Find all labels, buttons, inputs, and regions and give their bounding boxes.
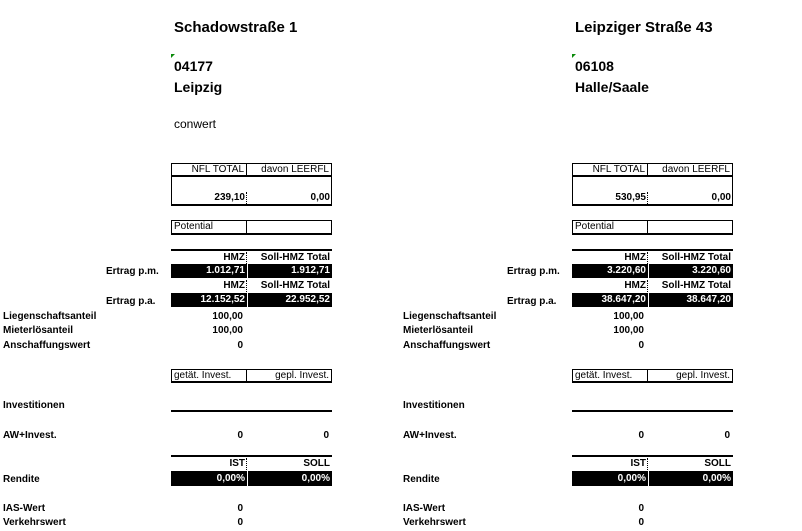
ertrag-pa-label: Ertrag p.a.	[106, 296, 156, 307]
ertrag-pm-label: Ertrag p.m.	[507, 266, 560, 277]
soll-header: SOLL	[246, 458, 332, 470]
ertrag-pa-hmz[interactable]: 38.647,20	[572, 293, 648, 307]
anschaffungswert-label: Anschaffungswert	[3, 340, 91, 351]
hmz-header: HMZ	[624, 280, 646, 291]
getaet-invest-header: getät. Invest.	[572, 369, 648, 383]
ist-header: IST	[630, 458, 646, 469]
postal-code: 06108	[575, 58, 614, 74]
investitionen-input-line	[572, 410, 733, 412]
table-border	[171, 455, 332, 457]
ias-wert-value[interactable]: 0	[638, 503, 644, 514]
nfl-total-header: NFL TOTAL	[171, 163, 247, 177]
nfl-total-value[interactable]: 239,10	[171, 192, 247, 206]
ertrag-pa-soll[interactable]: 22.952,52	[248, 293, 332, 307]
mieterloesanteil-value[interactable]: 100,00	[212, 325, 243, 336]
ertrag-pm-label: Ertrag p.m.	[106, 266, 159, 277]
ertrag-pm-soll[interactable]: 3.220,60	[649, 264, 733, 278]
table-border	[572, 249, 733, 251]
ias-wert-label: IAS-Wert	[403, 503, 446, 514]
liegenschaftsanteil-value[interactable]: 100,00	[212, 311, 243, 322]
investitionen-label: Investitionen	[3, 400, 65, 411]
soll-header: SOLL	[647, 458, 733, 470]
anschaffungswert-value[interactable]: 0	[237, 340, 243, 351]
mieterloesanteil-label: Mieterlösanteil	[3, 325, 74, 336]
nfl-leer-value[interactable]: 0,00	[246, 192, 332, 206]
verkehrswert-value[interactable]: 0	[237, 517, 243, 528]
mieterloesanteil-value[interactable]: 100,00	[613, 325, 644, 336]
table-border	[572, 455, 733, 457]
rendite-label: Rendite	[403, 474, 440, 485]
ertrag-pm-hmz[interactable]: 1.012,71	[171, 264, 247, 278]
ertrag-pa-hmz[interactable]: 12.152,52	[171, 293, 247, 307]
ist-header: IST	[229, 458, 245, 469]
potential-value[interactable]	[246, 220, 332, 235]
investitionen-input-line	[171, 410, 332, 412]
liegenschaftsanteil-value[interactable]: 100,00	[613, 311, 644, 322]
nfl-leer-header: davon LEERFL	[246, 163, 332, 177]
aw-invest-label: AW+Invest.	[3, 430, 57, 441]
ias-wert-value[interactable]: 0	[237, 503, 243, 514]
rendite-soll-value[interactable]: 0,00%	[649, 471, 733, 486]
verkehrswert-label: Verkehrswert	[3, 517, 66, 528]
table-border	[171, 249, 332, 251]
soll-hmz-header: Soll-HMZ Total	[647, 252, 733, 264]
potential-label: Potential	[171, 220, 247, 235]
street-address: Schadowstraße 1	[174, 19, 298, 36]
liegenschaftsanteil-label: Liegenschaftsanteil	[403, 311, 497, 322]
street-address: Leipziger Straße 43	[575, 19, 713, 36]
city-name: Leipzig	[174, 79, 223, 95]
gepl-invest-header: gepl. Invest.	[246, 369, 332, 383]
ertrag-pa-soll[interactable]: 38.647,20	[649, 293, 733, 307]
property-column-1	[0, 0, 400, 531]
verkehrswert-value[interactable]: 0	[638, 517, 644, 528]
rendite-label: Rendite	[3, 474, 40, 485]
gepl-invest-header: gepl. Invest.	[647, 369, 733, 383]
potential-value[interactable]	[647, 220, 733, 235]
city-name: Halle/Saale	[575, 79, 649, 95]
rendite-ist-value[interactable]: 0,00%	[171, 471, 247, 486]
nfl-total-value[interactable]: 530,95	[572, 192, 648, 206]
ertrag-pm-hmz[interactable]: 3.220,60	[572, 264, 648, 278]
hmz-header: HMZ	[223, 252, 245, 263]
anschaffungswert-value[interactable]: 0	[638, 340, 644, 351]
ertrag-pm-soll[interactable]: 1.912,71	[248, 264, 332, 278]
company-note: conwert	[174, 117, 217, 131]
postal-code: 04177	[174, 58, 213, 74]
liegenschaftsanteil-label: Liegenschaftsanteil	[3, 311, 97, 322]
nfl-leer-header: davon LEERFL	[647, 163, 733, 177]
soll-hmz-header: Soll-HMZ Total	[647, 280, 733, 292]
rendite-ist-value[interactable]: 0,00%	[572, 471, 648, 486]
aw-invest-gepl-value[interactable]: 0	[323, 430, 329, 441]
rendite-soll-value[interactable]: 0,00%	[248, 471, 332, 486]
aw-invest-label: AW+Invest.	[403, 430, 457, 441]
hmz-header: HMZ	[223, 280, 245, 291]
property-column-2	[401, 0, 801, 531]
nfl-leer-value[interactable]: 0,00	[647, 192, 733, 206]
ias-wert-label: IAS-Wert	[3, 503, 46, 514]
ertrag-pa-label: Ertrag p.a.	[507, 296, 557, 307]
aw-invest-getaet-value[interactable]: 0	[638, 430, 644, 441]
aw-invest-getaet-value[interactable]: 0	[237, 430, 243, 441]
soll-hmz-header: Soll-HMZ Total	[246, 280, 332, 292]
mieterloesanteil-label: Mieterlösanteil	[403, 325, 474, 336]
anschaffungswert-label: Anschaffungswert	[403, 340, 491, 351]
getaet-invest-header: getät. Invest.	[171, 369, 247, 383]
potential-label: Potential	[572, 220, 648, 235]
verkehrswert-label: Verkehrswert	[403, 517, 466, 528]
soll-hmz-header: Soll-HMZ Total	[246, 252, 332, 264]
hmz-header: HMZ	[624, 252, 646, 263]
nfl-total-header: NFL TOTAL	[572, 163, 648, 177]
investitionen-label: Investitionen	[403, 400, 465, 411]
aw-invest-gepl-value[interactable]: 0	[724, 430, 730, 441]
